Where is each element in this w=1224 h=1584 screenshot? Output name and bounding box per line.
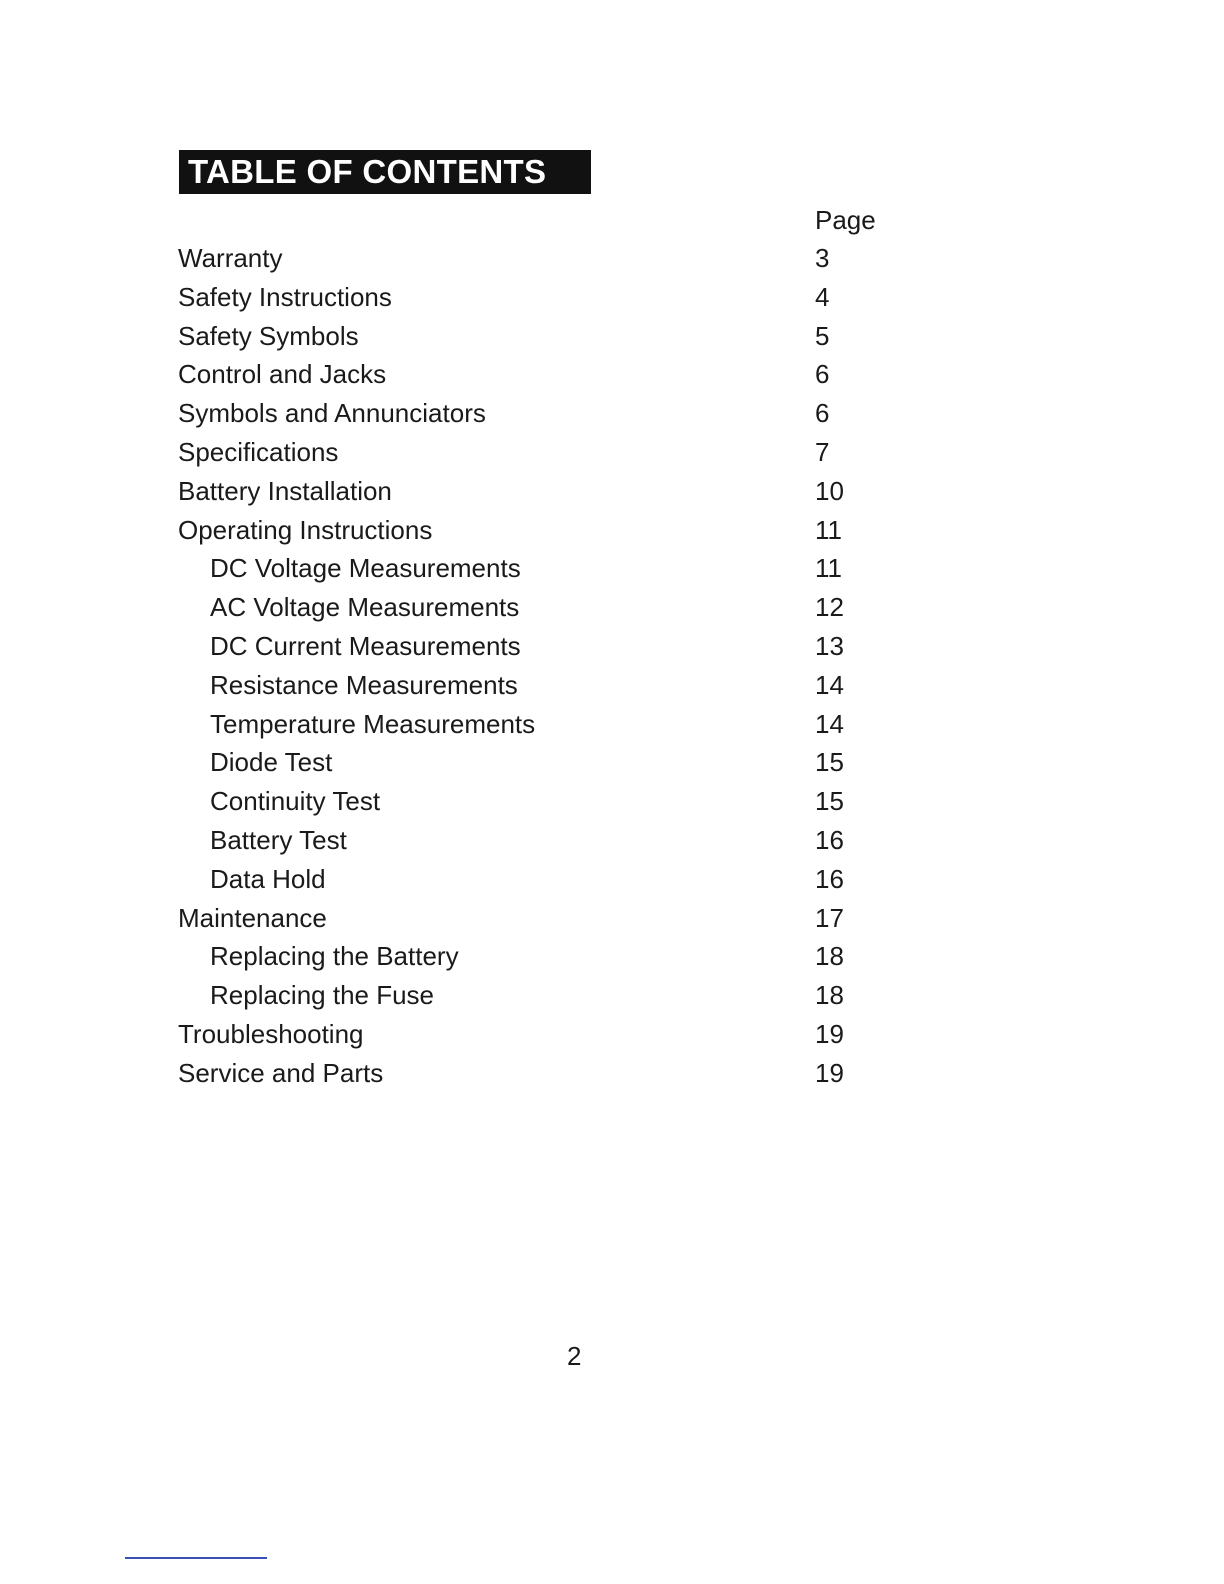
toc-subentry[interactable] — [0, 978, 1224, 1017]
toc-subentry-page: 14 — [815, 708, 844, 739]
toc-entry-label: Safety Instructions — [178, 281, 392, 312]
toc-entry-page: 5 — [815, 320, 830, 351]
toc-entry[interactable] — [0, 435, 1224, 474]
toc-entry-label: Operating Instructions — [178, 514, 433, 545]
toc-subentry-page: 15 — [815, 786, 844, 817]
toc-entry-label: Battery Installation — [178, 475, 392, 506]
toc-entry-label: Control and Jacks — [178, 359, 387, 390]
toc-subentry-label: Replacing the Battery — [210, 941, 459, 972]
toc-subentry[interactable] — [0, 784, 1224, 823]
toc-entry[interactable] — [0, 901, 1224, 940]
toc-subentry-page: 13 — [815, 630, 844, 661]
toc-subentry-label: Diode Test — [210, 747, 333, 778]
toc-entry-label: Service and Parts — [178, 1057, 384, 1088]
toc-entry-label: Symbols and Annunciators — [178, 398, 486, 429]
toc-subentry-label: Temperature Measurements — [210, 708, 536, 739]
toc-entry[interactable] — [0, 1056, 1224, 1095]
toc-list — [0, 241, 1224, 1095]
toc-subentry[interactable] — [0, 745, 1224, 784]
toc-subentry-label: Data Hold — [210, 863, 326, 894]
toc-subentry[interactable] — [0, 551, 1224, 590]
toc-entry-page: 7 — [815, 436, 830, 467]
toc-heading: TABLE OF CONTENTS — [179, 150, 591, 194]
toc-subentry-page: 18 — [815, 980, 844, 1011]
page-column-header: Page — [815, 205, 876, 235]
toc-entry[interactable] — [0, 357, 1224, 396]
toc-subentry-label: Battery Test — [210, 824, 347, 855]
toc-entry[interactable] — [0, 1017, 1224, 1056]
toc-entry[interactable] — [0, 280, 1224, 319]
toc-subentry-page: 12 — [815, 592, 844, 623]
toc-subentry-page: 11 — [815, 553, 842, 584]
toc-entry-page: 19 — [815, 1018, 844, 1049]
toc-subentry[interactable] — [0, 668, 1224, 707]
toc-entry[interactable] — [0, 319, 1224, 358]
toc-entry-page: 17 — [815, 902, 844, 933]
toc-subentry[interactable] — [0, 629, 1224, 668]
toc-entry-page: 6 — [815, 398, 830, 429]
toc-entry-label: Troubleshooting — [178, 1018, 364, 1049]
toc-subentry-label: DC Current Measurements — [210, 630, 521, 661]
toc-entry[interactable] — [0, 241, 1224, 280]
toc-subentry-label: Resistance Measurements — [210, 669, 518, 700]
toc-subentry[interactable] — [0, 939, 1224, 978]
footer-page-number: 2 — [567, 1341, 582, 1371]
toc-subentry-page: 16 — [815, 863, 844, 894]
toc-entry-page: 6 — [815, 359, 830, 390]
toc-entry-label: Maintenance — [178, 902, 327, 933]
toc-entry-page: 11 — [815, 514, 842, 545]
toc-entry-label: Safety Symbols — [178, 320, 359, 351]
bottom-divider — [125, 1557, 267, 1559]
toc-subentry-page: 18 — [815, 941, 844, 972]
toc-subentry[interactable] — [0, 590, 1224, 629]
toc-subentry[interactable] — [0, 862, 1224, 901]
toc-entry-page: 3 — [815, 243, 830, 273]
toc-subentry-page: 14 — [815, 669, 844, 700]
toc-subentry-label: Continuity Test — [210, 786, 381, 817]
toc-entry[interactable] — [0, 396, 1224, 435]
toc-subentry-label: AC Voltage Measurements — [210, 592, 520, 623]
toc-subentry[interactable] — [0, 823, 1224, 862]
toc-entry[interactable] — [0, 474, 1224, 513]
toc-entry-label: Specifications — [178, 436, 339, 467]
toc-subentry-label: Replacing the Fuse — [210, 980, 435, 1011]
toc-subentry-page: 16 — [815, 824, 844, 855]
toc-entry[interactable] — [0, 513, 1224, 552]
toc-subentry-label: DC Voltage Measurements — [210, 553, 521, 584]
toc-entry-page: 19 — [815, 1057, 844, 1088]
toc-subentry[interactable] — [0, 707, 1224, 746]
toc-entry-page: 10 — [815, 475, 844, 506]
toc-subentry-page: 15 — [815, 747, 844, 778]
toc-entry-label: Warranty — [178, 243, 283, 273]
toc-entry-page: 4 — [815, 281, 830, 312]
